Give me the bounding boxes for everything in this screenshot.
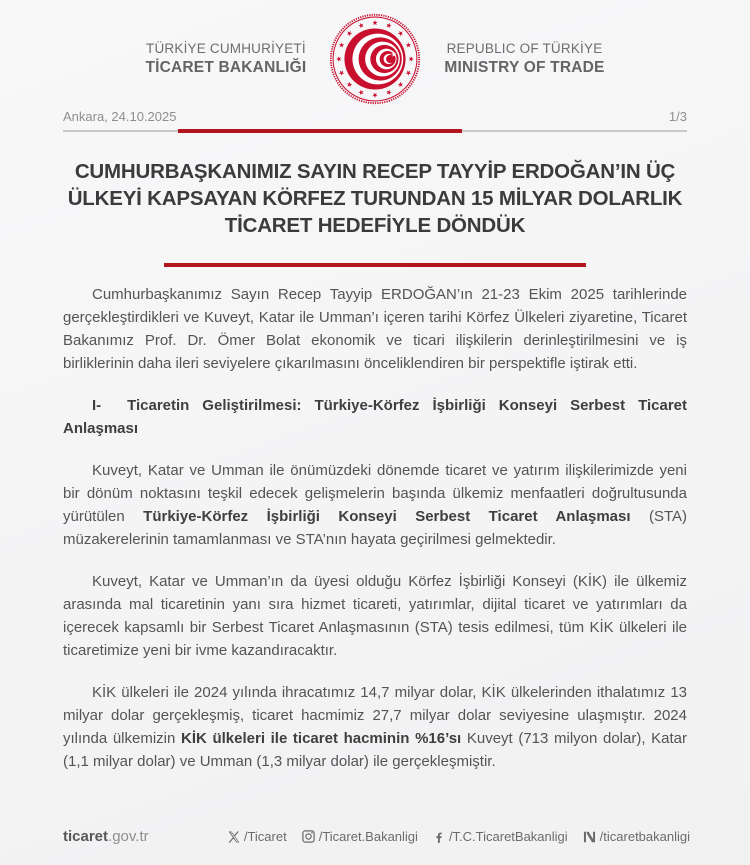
footer xyxy=(0,828,750,845)
header-divider-red xyxy=(178,129,462,133)
section-heading-text: I- Ticaretin Geliştirilmesi: Türkiye-Körfez İşbirliği Konseyi Serbest Ticaret Anlaşması xyxy=(63,397,687,437)
paragraph-text: Kuveyt, Katar ve Umman’ın da üyesi olduğu Körfez İşbirliği Konseyi (KİK) ile ülkemiz arasında mal ticaretinin yanı sıra hizmet ticareti, yatırımlar, dijital ticaret ve yatırımları da içerecek kapsamlı bir Serbest Ticaret Anlaşmasının (STA) tesis edilmesi, tüm KİK ülkeleri ile ticaretimize yeni bir ivme kazandıracaktır. xyxy=(63,573,687,659)
title-line-3: TİCARET HEDEFİYLE DÖNDÜK xyxy=(224,214,526,237)
title-line-2: ÜLKEYİ KAPSAYAN KÖRFEZ TURUNDAN 15 MİLYAR DOLARLIK xyxy=(67,187,683,210)
paragraph-text: KİK ülkeleri ile 2024 yılında ihracatımız 14,7 milyar dolar, KİK ülkelerinden ithalatımız 13 milyar dolar gerçekleşmiş, ticaret hacmimiz 27,7 milyar dolar seviyesine ulaşmıştır. 2024 yılında ülkemizin xyxy=(63,684,687,747)
paragraph-gcc xyxy=(63,570,687,662)
ministry-of-trade-emblem-icon xyxy=(328,12,422,106)
social-handle: /Ticaret.Bakanligi xyxy=(318,829,418,844)
nsosyal-icon xyxy=(582,830,597,844)
social-link-nsosyal[interactable] xyxy=(582,829,690,844)
section-heading xyxy=(63,394,687,440)
page-title xyxy=(0,158,750,239)
social-link-x[interactable] xyxy=(227,829,287,844)
facebook-icon xyxy=(432,830,446,844)
body-text xyxy=(63,283,687,773)
website-rest: .gov.tr xyxy=(108,828,149,845)
paragraph-text: Cumhurbaşkanımız Sayın Recep Tayyip ERDOĞAN’ın 21-23 Ekim 2025 tarihlerinde gerçekleştirdikleri ve Kuveyt, Katar ile Umman’ı içeren tarihi Körfez Ülkeleri ziyaretine, Ticaret Bakanımız Prof. Dr. Ömer Bolat ekonomik ve ticari ilişkilerin derinleştirilmesini ve iş birliklerinin daha ileri seviyelere çıkarılmasını önceliklendiren bir perspektifle iştirak etti. xyxy=(63,286,687,372)
ministry-name-english xyxy=(444,41,604,77)
header xyxy=(0,0,750,106)
social-handle: /ticaretbakanligi xyxy=(599,829,690,844)
paragraph-intro xyxy=(63,283,687,375)
dateline-row xyxy=(0,109,750,124)
org-en-line2: MINISTRY OF TRADE xyxy=(444,58,605,76)
social-handle: /Ticaret xyxy=(243,829,287,844)
paragraph-text: Kuveyt (713 milyon dolar), Katar (1,1 milyar dolar) ve Umman (1,3 milyar dolar) ile gerçekleşmiştir. xyxy=(63,730,687,770)
page-number: 1/3 xyxy=(668,109,687,124)
title-line-1: CUMHURBAŞKANIMIZ SAYIN RECEP TAYYİP ERDOĞAN’IN ÜÇ xyxy=(74,160,676,183)
website-bold: ticaret xyxy=(63,828,109,845)
social-link-instagram[interactable] xyxy=(301,829,418,844)
paragraph-trade-figures xyxy=(63,681,687,773)
social-handle: /T.C.TicaretBakanligi xyxy=(448,829,568,844)
ministry-name-turkish xyxy=(145,41,306,77)
paragraph-fta xyxy=(63,459,687,551)
website-link[interactable] xyxy=(63,828,149,845)
dateline: Ankara, 24.10.2025 xyxy=(63,109,177,124)
org-tr-line1: TÜRKİYE CUMHURİYETİ xyxy=(146,40,306,56)
org-en-line1: REPUBLIC OF TÜRKİYE xyxy=(446,40,603,56)
header-divider xyxy=(63,129,687,133)
paragraph-text: Kuveyt, Katar ve Umman ile önümüzdeki dönemde ticaret ve yatırım ilişkilerimizde yeni bir dönüm noktasını teşkil edecek gelişmelerin başında ülkemiz menfaatleri doğrultusunda yürütülen xyxy=(63,462,687,525)
social-link-facebook[interactable] xyxy=(432,829,568,844)
instagram-icon xyxy=(301,829,316,844)
paragraph-bold-text: Türkiye-Körfez İşbirliği Konseyi Serbest Ticaret Anlaşması xyxy=(143,508,631,525)
paragraph-bold-text: KİK ülkeleri ile ticaret hacminin %16’sı xyxy=(180,730,462,747)
x-twitter-icon xyxy=(227,830,241,844)
org-tr-line2: TİCARET BAKANLIĞI xyxy=(145,58,307,76)
paragraph-text: (STA) müzakerelerinin tamamlanması ve STA’nın hayata geçirilmesi gelmektedir. xyxy=(63,508,688,548)
title-divider xyxy=(164,263,586,267)
social-links xyxy=(227,829,690,844)
